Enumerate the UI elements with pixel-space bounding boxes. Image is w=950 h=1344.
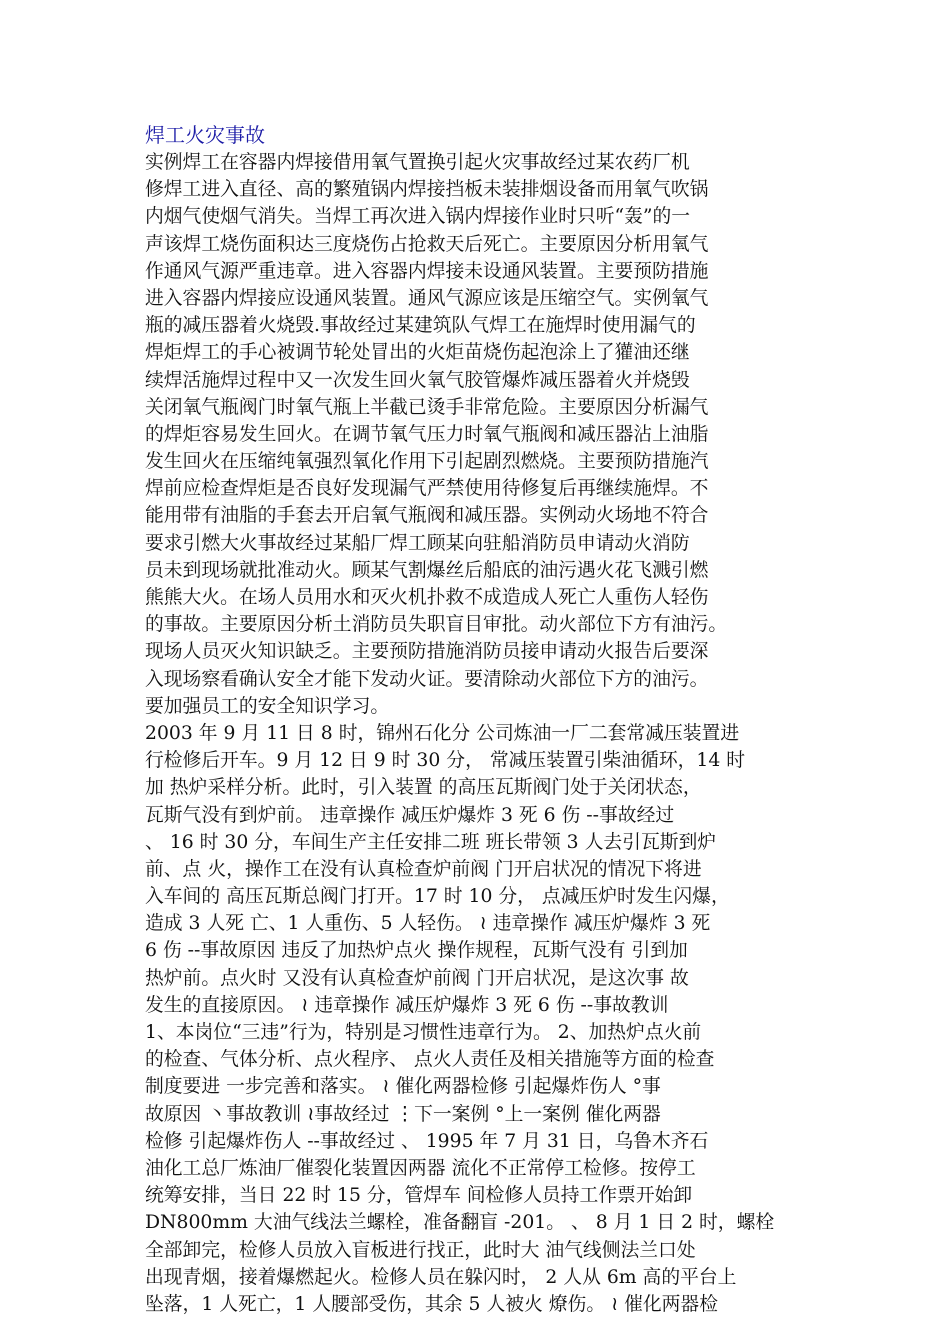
body-text-line: 制度要进 一步完善和落实。 ≀ 催化两器检修 引起爆炸伤人 °事 [145, 1076, 661, 1098]
body-text-line: 6 伤 --事故原因 违反了加热炉点火 操作规程，瓦斯气没有 引到加 [145, 940, 688, 962]
body-text-line: 造成 3 人死 亡、1 人重伤、5 人轻伤。 ≀ 违章操作 减压炉爆炸 3 死 [145, 913, 711, 935]
body-text-line: 发生的直接原因。 ≀ 违章操作 减压炉爆炸 3 死 6 伤 --事故教训 [145, 994, 669, 1016]
body-text-line: 要求引燃大火事故经过某船厂焊工顾某向驻船消防员申请动火消防 [145, 532, 690, 554]
body-text-line: 加 热炉采样分析。此时，引入装置 的高压瓦斯阀门处于关闭状态， [145, 777, 702, 799]
document-title: 焊工火灾事故 [145, 123, 265, 147]
body-text-line: 现场人员灭火知识缺乏。主要预防措施消防员接申请动火报告后要深 [145, 641, 709, 663]
body-text-line: 发生回火在压缩纯氧强烈氧化作用下引起剧烈燃烧。主要预防措施汽 [145, 451, 709, 473]
body-text-line: 全部卸完，检修人员放入盲板进行找正，此时大 油气线侧法兰口处 [145, 1239, 696, 1261]
body-text-line: 续焊活施焊过程中又一次发生回火氧气胶管爆炸减压器着火并烧毁 [145, 369, 690, 391]
body-text-line: 故原因 丶事故教训 ≀事故经过 ⋮下一案例 °上一案例 催化两器 [145, 1103, 661, 1125]
body-text-line: 2003 年 9 月 11 日 8 时，锦州石化分 公司炼油一厂二套常减压装置进 [145, 722, 740, 744]
body-text-line: 的事故。主要原因分析土消防员失职盲目审批。动火部位下方有油污。 [145, 614, 728, 636]
body-text-line: 焊炬焊工的手心被调节轮处冒出的火炬苗烧伤起泡涂上了獾油还继 [145, 342, 690, 364]
document-body [145, 149, 813, 1318]
body-text-line: 员未到现场就批准动火。顾某气割爆丝后船底的油污遇火花飞溅引燃 [145, 559, 709, 581]
body-text-line: 作通风气源严重违章。进入容器内焊接未设通风装置。主要预防措施 [145, 260, 709, 282]
body-text-line: 行检修后开车。9 月 12 日 9 时 30 分， 常减压装置引柴油循环，14 时 [145, 750, 746, 772]
body-text-line: 入车间的 高压瓦斯总阀门打开。17 时 10 分， 点减压炉时发生闪爆， [145, 886, 730, 908]
body-text-line: 瓶的减压器着火烧毁.事故经过某建筑队气焊工在施焊时使用漏气的 [145, 315, 696, 337]
body-text-line: 能用带有油脂的手套去开启氧气瓶阀和减压器。实例动火场地不符合 [145, 505, 709, 527]
body-text-line: 修焊工进入直径、高的繁殖锅内焊接挡板未装排烟设备而用氧气吹锅 [145, 179, 709, 201]
body-text-line: 要加强员工的安全知识学习。 [145, 695, 390, 717]
body-text-line: 热炉前。点火时 又没有认真检查炉前阀 门开启状况，是这次事 故 [145, 967, 689, 989]
body-text-line: 进入容器内焊接应设通风装置。通风气源应该是压缩空气。实例氧气 [145, 287, 709, 309]
body-text-line: 入现场察看确认安全才能下发动火证。要清除动火部位下方的油污。 [145, 668, 709, 690]
body-text-line: 、 16 时 30 分，车间生产主任安排二班 班长带领 3 人去引瓦斯到炉 [145, 831, 717, 853]
body-text-line: 声该焊工烧伤面积达三度烧伤占抢救天后死亡。主要原因分析用氧气 [145, 233, 709, 255]
body-text-line: 统筹安排，当日 22 时 15 分，管焊车 间检修人员持工作票开始卸 [145, 1185, 693, 1207]
body-text-line: 实例焊工在容器内焊接借用氧气置换引起火灾事故经过某农药厂机 [145, 152, 690, 173]
body-text-line: 检修 引起爆炸伤人 --事故经过 、 1995 年 7 月 31 日，乌鲁木齐石 [145, 1130, 709, 1152]
body-text-line: 关闭氧气瓶阀门时氧气瓶上半截已烫手非常危险。主要原因分析漏气 [145, 396, 709, 418]
body-text-line: 油化工总厂炼油厂催裂化装置因两器 流化不正常停工检修。按停工 [145, 1157, 696, 1179]
body-text-line: 前、点 火，操作工在没有认真检查炉前阀 门开启状况的情况下将进 [145, 858, 702, 880]
body-text-line: 焊前应检查焊炬是否良好发现漏气严禁使用待修复后再继续施焊。不 [145, 478, 709, 500]
body-text-line: 1、本岗位“三违”行为，特别是习惯性违章行为。 2、加热炉点火前 [145, 1022, 702, 1043]
body-text-line: 坠落，1 人死亡，1 人腰部受伤，其余 5 人被火 燎伤。 ≀ 催化两器检 [145, 1293, 718, 1315]
body-text-line: 内烟气使烟气消失。当焊工再次进入锅内焊接作业时只听“轰”的一 [145, 206, 691, 228]
body-text-line: DN800mm 大油气线法兰螺栓，准备翻盲 -201。 、 8 月 1 日 2 时，螺栓 [145, 1212, 775, 1234]
body-text-line: 熊熊大火。在场人员用水和灭火机扑救不成造成人死亡人重伤人轻伤 [145, 587, 709, 608]
body-text-line: 出现青烟，接着爆燃起火。检修人员在躲闪时， 2 人从 6m 高的平台上 [145, 1266, 737, 1288]
body-text-line: 的焊炬容易发生回火。在调节氧气压力时氧气瓶阀和减压器沾上油脂 [145, 423, 709, 445]
body-text-line: 的检查、气体分析、点火程序、 点火人责任及相关措施等方面的检查 [145, 1049, 715, 1071]
body-text-line: 瓦斯气没有到炉前。 违章操作 减压炉爆炸 3 死 6 伤 --事故经过 [145, 804, 675, 826]
